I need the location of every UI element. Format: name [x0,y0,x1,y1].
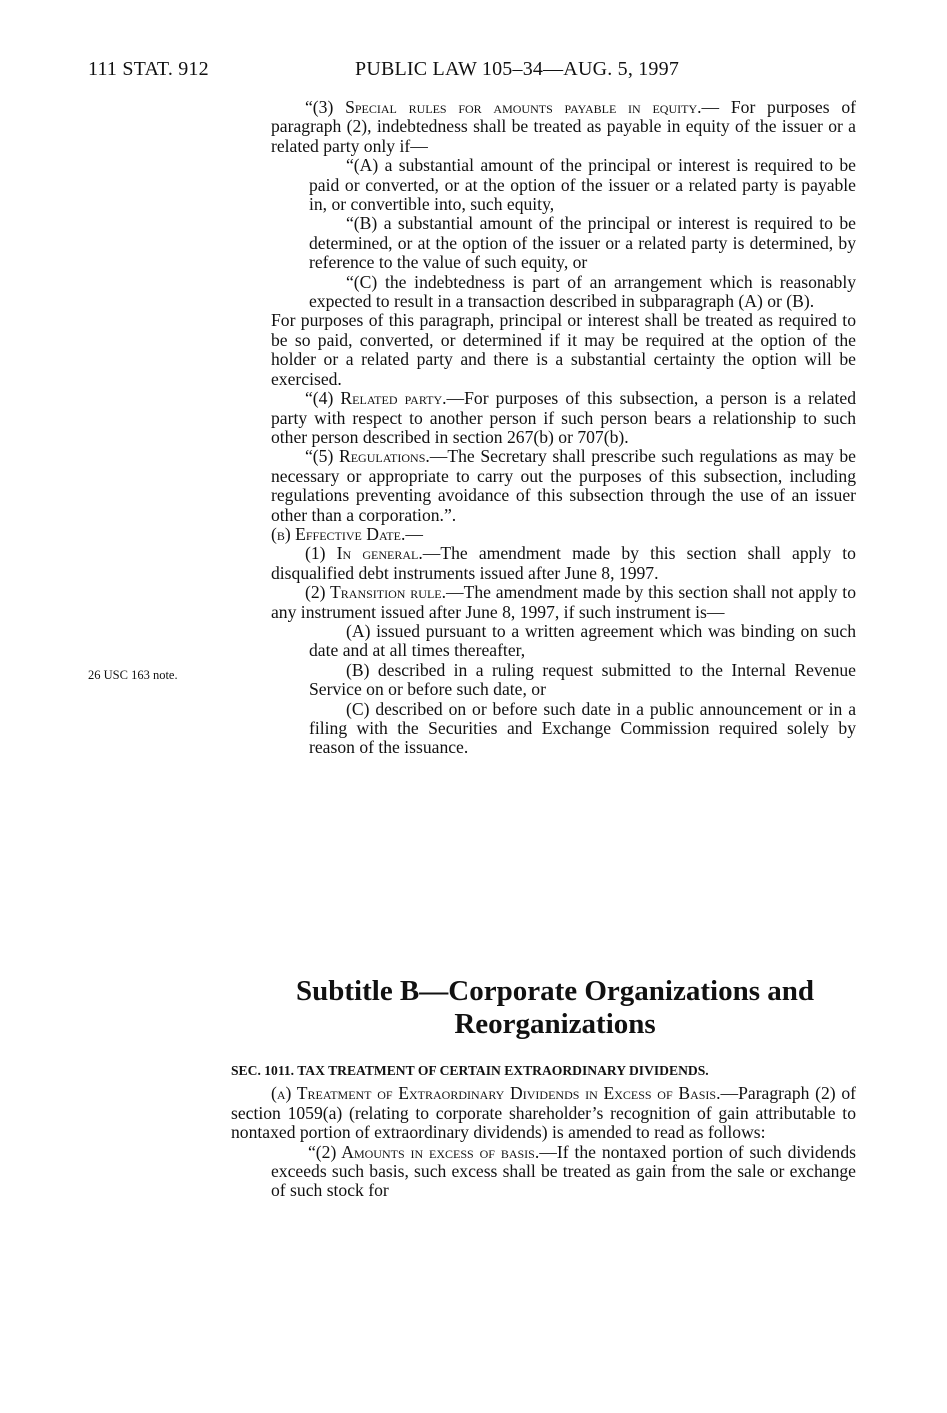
subtitle-heading [230,975,880,1041]
subsection-b-1 [271,544,856,583]
para-5-text: —The Secretary shall prescribe such regulations as may be necessary or appropriate to carry out the purposes of this subsection, including regulations preventing avoidance of this subsection through the use of an issuer other than a corporation.”. [271,446,856,525]
quoted-para-2-text: —If the nontaxed portion of such dividends exceeds such basis, such excess shall be treated as gain from the sale or exchange of such stock for [271,1141,856,1201]
quoted-para-2-heading: “(2) Amounts in excess of basis. [308,1141,540,1162]
b-2-heading: (2) Transition rule. [305,582,447,603]
subsection-a [231,1084,856,1142]
running-title: PUBLIC LAW 105–34—AUG. 5, 1997 [355,58,680,80]
section-1011 [231,1061,856,1201]
para-3-text: For purposes of paragraph (2), indebtedness shall be treated as payable in equity of the issuer or a related party only if— [271,97,856,156]
b-2-text: —The amendment made by this section shall not apply to any instrument issued after June 8, 1997, if such instrument is— [271,582,856,622]
para-3-tail: For purposes of this paragraph, principal or interest shall be treated as required to be so paid, converted, or determined if it may be required at the option of the holder or a related party and there is a substantial certainty the option will be exercised. [271,310,856,389]
b-2-A: (A) issued pursuant to a written agreement which was binding on such date and at all times thereafter, [309,620,856,661]
para-5 [271,447,856,525]
subsection-b-2 [271,583,856,622]
b-1-heading: (1) In general. [305,543,423,564]
quoted-para-2 [231,1143,856,1201]
b-2-C: (C) described on or before such date in a public announcement or in a filing with the Securities and Exchange Commission required solely by reason of the issuance. [309,698,856,758]
b-1-text: —The amendment made by this section shall apply to disqualified debt instruments issued after June 8, 1997. [271,543,856,583]
page-header [0,58,947,84]
para-3-A: “(A) a substantial amount of the principal or interest is required to be paid or converted, or at the option of the issuer or a related party is payable in, or convertible into, such equity, [309,155,856,215]
para-4-text: —For purposes of this subsection, a person is a related party with respect to another person if such person bears a relationship to such other person described in section 267(b) or 707(b). [271,388,856,447]
margin-note: 26 USC 163 note. [88,668,178,682]
para-4-heading: “(4) Related party. [305,388,447,409]
statute-page-number: 111 STAT. 912 [88,58,209,80]
subsection-a-text: —Paragraph (2) of section 1059(a) (relating to corporate shareholder’s recognition of gain attributable to nontaxed portion of extraordinary dividends) is amended to read as follows: [231,1083,856,1143]
para-4 [271,389,856,447]
section-heading: SEC. 1011. TAX TREATMENT OF CERTAIN EXTRAORDINARY DIVIDENDS. [231,1063,709,1078]
subtitle-line-1: Subtitle B—Corporate Organizations and [296,975,814,1007]
main-text [271,98,856,758]
para-3-C: “(C) the indebtedness is part of an arrangement which is reasonably expected to result in a transaction described in subparagraph (A) or (B). [309,271,856,312]
subsection-a-heading: (a) Treatment of Extraordinary Dividends in Excess of Basis. [271,1083,721,1104]
para-5-heading: “(5) Regulations. [305,446,430,467]
para-3-heading: “(3) Special rules for amounts payable in equity.— [305,97,720,117]
para-3-B: “(B) a substantial amount of the principal or interest is required to be determined, or at the option of the issuer or a related party is determined, by reference to the value of such equity, or [309,213,856,273]
subsection-b-heading: (b) Effective Date.— [271,523,423,544]
para-3 [271,98,856,156]
b-2-B: (B) described in a ruling request submitted to the Internal Revenue Service on or before such date, or [309,659,856,700]
subtitle-line-2: Reorganizations [454,1008,656,1040]
